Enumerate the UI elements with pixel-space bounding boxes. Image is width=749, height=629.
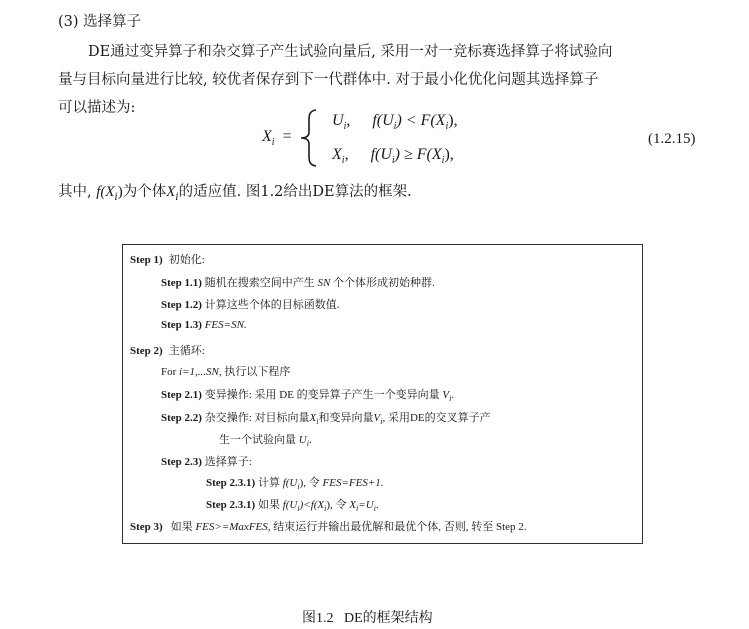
step-1: Step 1) 初始化: bbox=[130, 254, 205, 266]
step-3: Step 3) 如果 FES>=MaxFES, 结束运行并输出最优解和最优个体, 否则, 转至 Step 2. bbox=[130, 521, 527, 533]
step-1-3: Step 1.3) FES=SN. bbox=[161, 319, 247, 331]
step-2-3: Step 2.3) 选择算子: bbox=[161, 456, 252, 468]
equation-case-2: $X_i$, $f(U_i) \ge F(X_i)$, bbox=[332, 146, 454, 167]
step-1-1: Step 1.1) 随机在搜索空间中产生 SN 个个体形成初始种群. bbox=[161, 277, 435, 289]
step-2-3-1: Step 2.3.1) 计算 $f(U_i)$, 令 FES=FES+1. bbox=[206, 477, 384, 492]
equation-number: (1.2.15) bbox=[648, 131, 696, 147]
left-brace-icon bbox=[298, 109, 320, 167]
step-2-1: Step 2.1) 变异操作: 采用 DE 的变异算子产生一个变异向量 $V_i$. bbox=[161, 389, 455, 404]
step-2-3-1-condition: Step 2.3.1) 如果 $f(U_i)<f(X_i)$, 令 $X_i=U_i$. bbox=[206, 499, 379, 514]
step-2-2: Step 2.2) 杂交操作: 对目标向量$X_i$和变异向量$V_i$, 采用DE的交叉算子产 bbox=[161, 412, 491, 427]
paragraph-line-2: 量与目标向量进行比较, 较优者保存到下一代群体中. 对于最小化优化问题其选择算子 bbox=[58, 72, 599, 88]
step-1-2: Step 1.2) 计算这些个体的目标函数值. bbox=[161, 299, 340, 311]
paragraph-line-1: DE通过变异算子和杂交算子产生试验向量后, 采用一对一竞标赛选择算子将试验向 bbox=[88, 44, 613, 60]
step-2: Step 2) 主循环: bbox=[130, 345, 205, 357]
figure-caption: 图1.2 DE的框架结构 bbox=[302, 611, 433, 626]
paragraph-after-equation: 其中, $f(X_i)$为个体$X_i$的适应值. 图1.2给出DE算法的框架. bbox=[58, 184, 412, 203]
for-loop-line: For i=1,...SN, 执行以下程序 bbox=[161, 366, 291, 378]
step-2-2-continued: 生一个试验向量 $U_i$. bbox=[219, 434, 312, 449]
equation-lhs: $X_i$ = bbox=[262, 128, 292, 149]
equation-case-1: $U_i$, $f(U_i) < F(X_i)$, bbox=[332, 112, 458, 133]
section-heading: (3) 选择算子 bbox=[58, 14, 142, 30]
paragraph-line-3: 可以描述为: bbox=[58, 100, 136, 116]
